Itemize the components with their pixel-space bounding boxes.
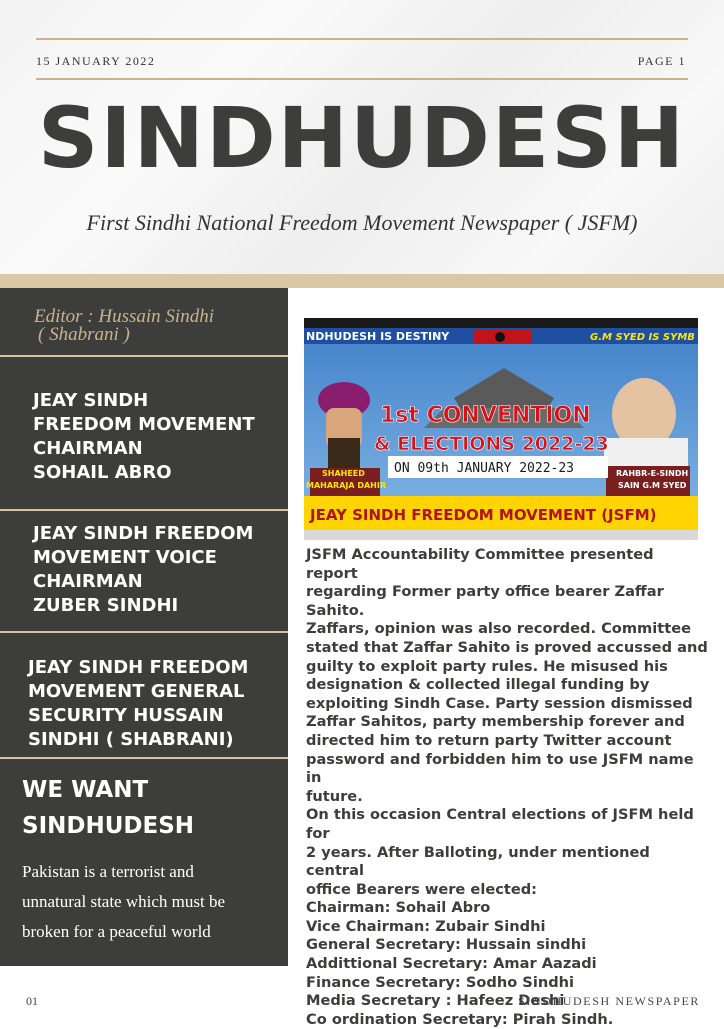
article-line: password and forbidden him to use JSFM name in	[306, 750, 694, 787]
convention-date-note: ON 09th JANUARY 2022-23	[394, 461, 575, 476]
want-line: SINDHUDESH	[22, 813, 195, 839]
block-line: SECURITY HUSSAIN	[28, 705, 224, 726]
officer-item: Media Secretary : Hafeez Deshi	[306, 992, 565, 1010]
article-body	[306, 546, 708, 1029]
block-line: MOVEMENT GENERAL	[28, 681, 245, 702]
article-line: guilty to exploit party rules. He misused his	[306, 657, 668, 675]
block-line: JEAY SINDH	[33, 390, 149, 411]
block-line: CHAIRMAN	[33, 571, 143, 592]
slogan-line: broken for a peaceful world	[22, 922, 211, 941]
header-rule	[36, 78, 688, 80]
right-caption-1: RAHBR-E-SINDH	[616, 469, 689, 478]
issue-date: 15 JANUARY 2022	[36, 54, 156, 68]
article-line: Zaffar Sahitos, party membership forever and	[306, 713, 685, 731]
officer-item: Addittional Secretary: Amar Aazadi	[306, 955, 597, 973]
chairman-block	[33, 389, 283, 485]
editor-name: Editor : Hussain Sindhi	[34, 306, 214, 327]
elections-headline: & ELECTIONS 2022-23	[374, 433, 609, 455]
want-line: WE WANT	[22, 777, 149, 803]
officer-item: Co ordination Secretary: Pirah Sindh.	[306, 1010, 614, 1028]
left-caption-2: MAHARAJA DAHIR	[306, 481, 387, 490]
sidebar-divider	[0, 355, 288, 357]
article-line: On this occasion Central elections of JSFM held for	[306, 806, 694, 842]
block-line: SINDHI ( SHABRANI)	[28, 729, 234, 750]
article-line: JSFM Accountability Committee presented report	[306, 546, 654, 582]
editor-alias: ( Shabrani )	[38, 324, 130, 345]
article-line: Zaffars, opinion was also recorded. Committee	[306, 620, 691, 638]
sidebar-divider	[0, 631, 288, 633]
newspaper-title: SINDHUDESH	[37, 89, 687, 187]
block-line: FREEDOM MOVEMENT	[33, 414, 255, 435]
article-line: directed him to return party Twitter account	[306, 731, 672, 749]
editor-credit	[34, 308, 274, 344]
article-line: future.	[306, 787, 363, 805]
officer-item: General Secretary: Hussain sindhi	[306, 936, 587, 954]
vice-chairman-block	[33, 522, 283, 618]
banner-illustration	[304, 318, 698, 540]
article-line: designation & collected illegal funding by	[306, 676, 650, 694]
gold-band	[0, 274, 724, 288]
left-caption-1: SHAHEED	[322, 469, 365, 478]
top-rule	[36, 38, 688, 40]
article-line: exploiting Sindh Case. Party session dismissed	[306, 694, 693, 712]
article-line: office Bearers were elected:	[306, 880, 538, 898]
we-want-heading	[22, 772, 282, 844]
banner-bottom-text: JEAY SINDH FREEDOM MOVEMENT (JSFM)	[310, 506, 657, 524]
block-line: SOHAIL ABRO	[33, 462, 172, 483]
article-line: regarding Former party office bearer Zaffar Sahito.	[306, 583, 664, 619]
convention-banner-photo	[304, 318, 698, 540]
general-secretary-block	[28, 656, 278, 752]
officer-item: Vice Chairman: Zubair Sindhi	[306, 917, 546, 935]
block-line: JEAY SINDH FREEDOM	[33, 523, 254, 544]
block-line: ZUBER SINDHI	[33, 595, 179, 616]
slogan-line: Pakistan is a terrorist and	[22, 862, 194, 881]
block-line: CHAIRMAN	[33, 438, 143, 459]
sidebar-divider	[0, 757, 288, 759]
officers-list	[306, 899, 708, 1029]
footer-page-number: 01	[26, 994, 38, 1008]
convention-headline: 1st CONVENTION	[380, 403, 591, 428]
banner-left-text: NDHUDESH IS DESTINY	[306, 330, 450, 343]
footer-publication-name: SINDHUDESH NEWSPAPER	[518, 994, 700, 1008]
right-caption-2: SAIN G.M SYED	[618, 481, 687, 490]
page-number: PAGE 1	[637, 54, 686, 68]
block-line: MOVEMENT VOICE	[33, 547, 217, 568]
article-paragraph	[306, 546, 708, 806]
article-line: 2 years. After Balloting, under mentioned central	[306, 843, 650, 880]
article-paragraph	[306, 806, 708, 899]
newspaper-subtitle: First Sindhi National Freedom Movement Newspaper ( JSFM)	[86, 210, 638, 235]
banner-right-text: G.M SYED IS SYMB	[590, 332, 695, 343]
slogan-line: unnatural state which must be	[22, 892, 226, 911]
officer-item: Finance Secretary: Sodho Sindhi	[306, 973, 575, 991]
slogan-text	[22, 857, 284, 947]
officer-item: Chairman: Sohail Abro	[306, 899, 491, 917]
block-line: JEAY SINDH FREEDOM	[28, 657, 249, 678]
article-line: stated that Zaffar Sahito is proved accussed and	[306, 638, 708, 656]
sidebar-divider	[0, 509, 288, 511]
